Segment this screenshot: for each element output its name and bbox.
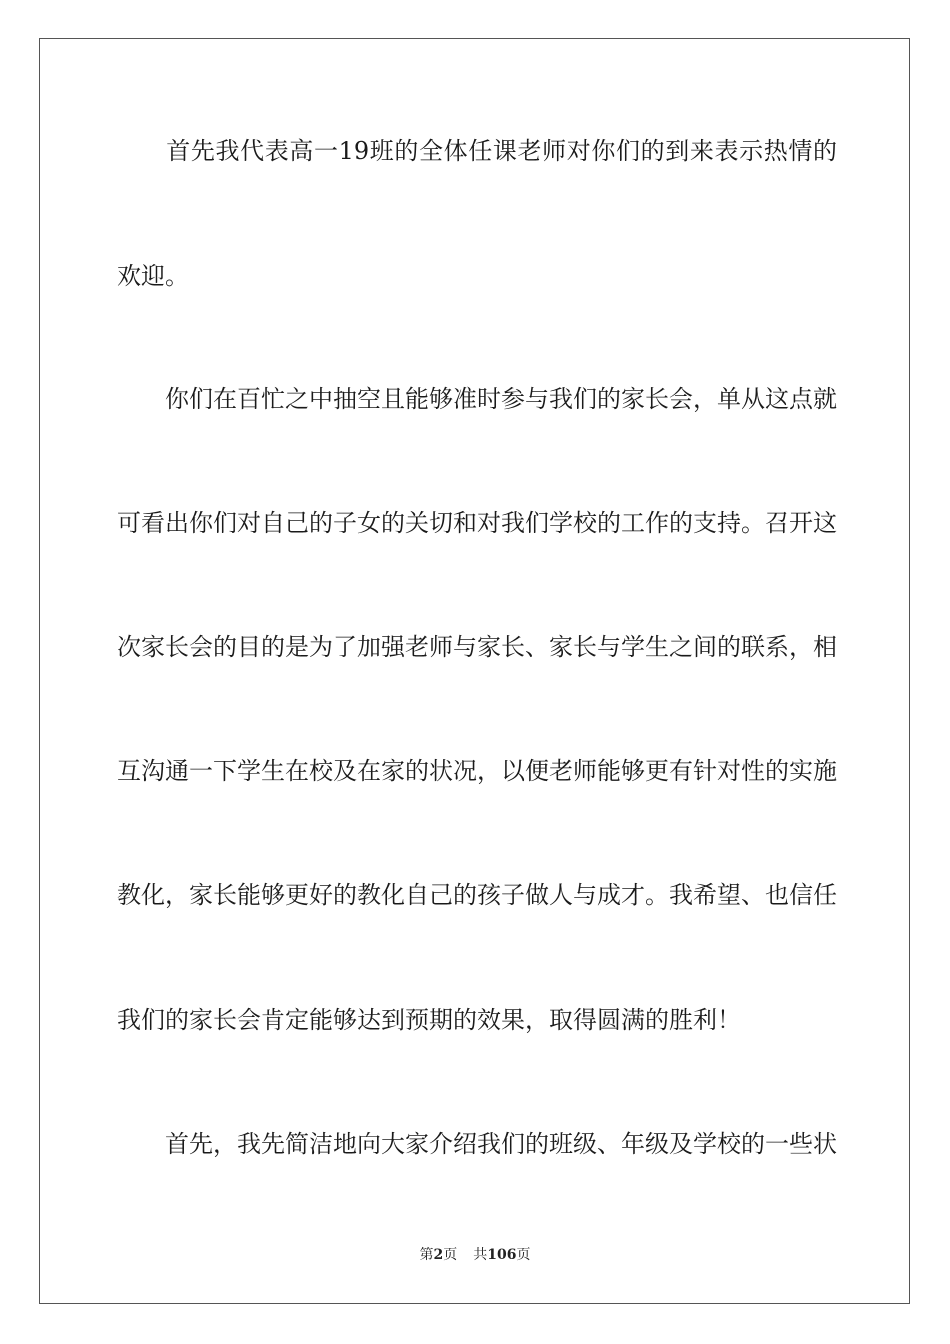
paragraph-2-line-3: 次家长会的目的是为了加强老师与家长、家长与学生之间的联系，相	[117, 633, 837, 661]
paragraph-2-line-5: 教化，家长能够更好的教化自己的孩子做人与成才。我希望、也信任	[117, 881, 837, 909]
paragraph-2-line-1: 你们在百忙之中抽空且能够准时参与我们的家长会，单从这点就	[117, 385, 837, 413]
total-pages: 106	[487, 1247, 517, 1263]
page-footer	[0, 1246, 950, 1264]
paragraph-1-line-2: 欢迎。	[117, 262, 189, 290]
total-prefix: 共	[473, 1247, 488, 1263]
paragraph-3-line-1: 首先，我先简洁地向大家介绍我们的班级、年级及学校的一些状	[117, 1130, 837, 1158]
paragraph-2-line-2: 可看出你们对自己的子女的关切和对我们学校的工作的支持。召开这	[117, 509, 837, 537]
paragraph-2-line-4: 互沟通一下学生在校及在家的状况，以便老师能够更有针对性的实施	[117, 757, 837, 785]
page-number: 2	[433, 1247, 444, 1263]
total-suffix: 页	[516, 1247, 531, 1263]
page-suffix: 页	[443, 1247, 458, 1263]
page-border	[39, 38, 910, 1304]
page-prefix: 第	[419, 1247, 434, 1263]
paragraph-1-line-1: 首先我代表高一19班的全体任课老师对你们的到来表示热情的	[117, 137, 837, 165]
paragraph-2-line-6: 我们的家长会肯定能够达到预期的效果，取得圆满的胜利！	[117, 1006, 741, 1034]
